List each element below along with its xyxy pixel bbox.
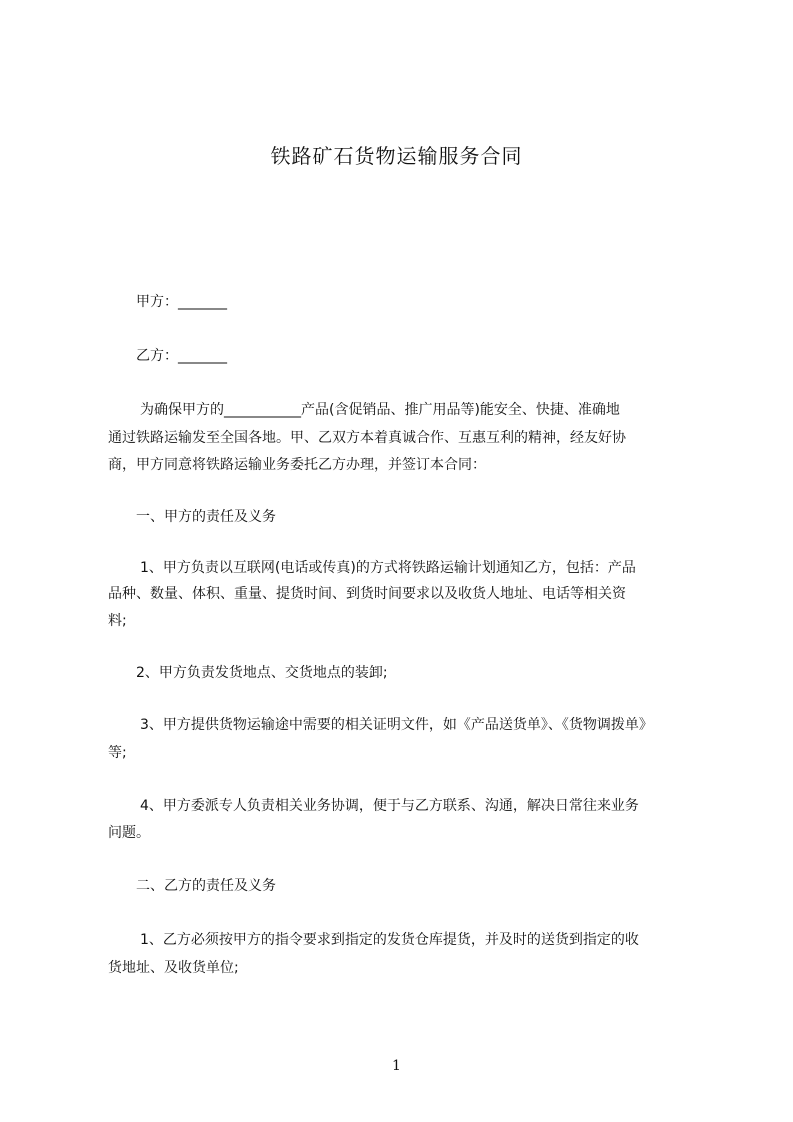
party-b-line: 乙方：_______ [136, 348, 227, 364]
section-heading: 二、乙方的责任及义务 [136, 878, 276, 894]
paragraph-line: 品种、数量、体积、重量、提货时间、到货时间要求以及收货人地址、电话等相关资 [108, 586, 626, 602]
paragraph-line: 4、甲方委派专人负责相关业务协调，便于与乙方联系、沟通，解决日常往来业务 [140, 798, 639, 814]
paragraph-line: 等; [108, 745, 127, 761]
paragraph-line: 1、乙方必须按甲方的指令要求到指定的发货仓库提货，并及时的送货到指定的收 [140, 932, 639, 948]
section-heading: 一、甲方的责任及义务 [136, 509, 276, 525]
party-a-line: 甲方：_______ [136, 294, 227, 310]
paragraph-line: 商，甲方同意将铁路运输业务委托乙方办理，并签订本合同： [108, 457, 486, 473]
document-title: 铁路矿石货物运输服务合同 [270, 144, 523, 168]
paragraph-line: 通过铁路运输发至全国各地。甲、乙双方本着真诚合作、互惠互利的精神，经友好协 [108, 430, 626, 446]
paragraph-line: 2、甲方负责发货地点、交货地点的装卸; [136, 665, 388, 681]
paragraph-line: 3、甲方提供货物运输途中需要的相关证明文件，如《产品送货单》、《货物调拨单》 [140, 717, 653, 733]
paragraph-line: 1、甲方负责以互联网(电话或传真)的方式将铁路运输计划通知乙方，包括：产品 [140, 560, 636, 576]
paragraph-line: 货地址、及收货单位; [108, 960, 239, 976]
paragraph-line: 问题。 [108, 825, 150, 841]
paragraph-line: 料; [108, 613, 127, 629]
paragraph-line: 为确保甲方的___________产品(含促销品、推广用品等)能安全、快捷、准确地 [140, 402, 620, 418]
page-number: 1 [392, 1058, 401, 1074]
